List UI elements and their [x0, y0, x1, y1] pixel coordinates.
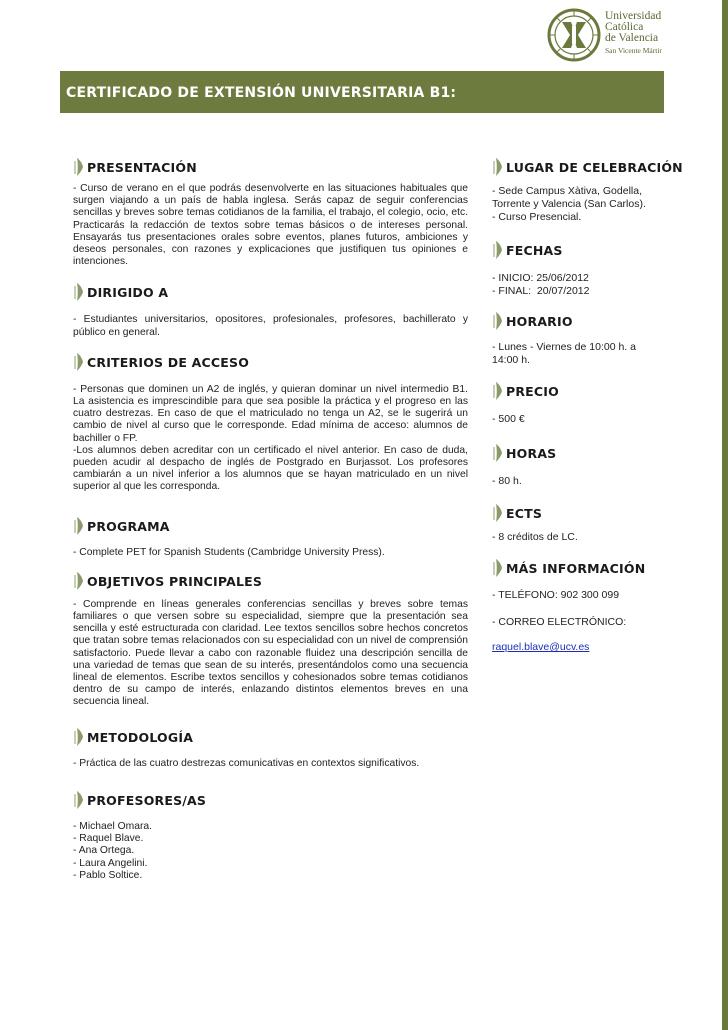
section-heading	[73, 516, 468, 538]
criterios-text-2: -Los alumnos deben acreditar con un certificado el nivel anterior. En caso de duda, pueden acudir al despacho de inglés de Postgrado en Burjassot. Los profesores cambiarán a un nivel inferior a los alumnos que se hayan matriculado en un nivel superior al que les corresponda.	[73, 444, 468, 493]
section-profesores	[73, 790, 468, 882]
list-item: - Laura Angelini.	[73, 857, 148, 869]
arrow-bullet-icon	[492, 380, 504, 402]
section-heading	[73, 571, 468, 593]
arrow-bullet-icon	[492, 442, 504, 464]
email-link[interactable]: raquel.blave@ucv.es	[492, 641, 590, 653]
programa-text: - Complete PET for Spanish Students (Cambridge University Press).	[73, 546, 385, 558]
fechas-inicio: - INICIO: 25/06/2012	[492, 272, 589, 284]
section-presentacion	[73, 157, 468, 268]
arrow-bullet-icon	[73, 726, 85, 748]
horario-line-2: 14:00 h.	[492, 354, 530, 366]
metodologia-text: - Práctica de las cuatro destrezas comunicativas en contextos significativos.	[73, 757, 420, 769]
section-dirigido	[73, 282, 468, 338]
section-heading	[492, 240, 664, 262]
arrow-bullet-icon	[492, 239, 504, 261]
section-metodologia	[73, 727, 468, 770]
arrow-bullet-icon	[73, 281, 85, 303]
horas-value: - 80 h.	[492, 475, 522, 487]
heading-lugar: LUGAR DE CELEBRACIÓN	[506, 160, 683, 175]
section-info	[492, 558, 664, 654]
section-criterios	[73, 352, 468, 494]
section-heading	[73, 157, 468, 179]
section-heading	[492, 311, 664, 333]
logo-line-4: San Vicente Mártir	[605, 46, 662, 55]
horario-line-1: - Lunes - Viernes de 10:00 h. a	[492, 341, 636, 353]
list-item: - Raquel Blave.	[73, 833, 144, 845]
heading-profesores: PROFESORES/AS	[87, 792, 207, 808]
section-precio	[492, 381, 664, 426]
right-column	[492, 157, 683, 654]
section-heading	[492, 443, 664, 465]
lugar-line-1: - Sede Campus Xàtiva, Godella,	[492, 185, 642, 197]
arrow-bullet-icon	[492, 502, 504, 524]
section-heading	[492, 157, 683, 179]
dirigido-text: - Estudiantes universitarios, opositores, profesionales, profesores, bachillerato y público en general.	[73, 314, 468, 338]
heading-ects: ECTS	[506, 506, 543, 521]
section-horario	[492, 311, 664, 367]
section-lugar	[492, 157, 683, 224]
left-column	[73, 157, 468, 882]
objetivos-text: - Comprende en líneas generales conferencias sencillas y breves sobre temas familiares o que versen sobre su especialidad, siempre que la presentación sea sencilla y esté estructurada con claridad. Lee textos sencillos sobre hechos concretos que tratan sobre temas relacionados con su especialidad con un nivel de comprensión satisfactorio. Puede llevar a cabo con razonable fluidez una descripción sencilla de una variedad de temas que sean de su interés, presentándolos como una secuencia lineal de elementos. Escribe textos sencillos y cohesionados sobre temas cotidianos dentro de su campo de interés, enlazando distintos elementos breves en una secuencia lineal.	[73, 598, 468, 708]
lugar-line-2: Torrente y Valencia (San Carlos).	[492, 198, 646, 210]
logo-line-2: Católica	[605, 21, 644, 33]
heading-dirigido: DIRIGIDO A	[87, 285, 169, 301]
list-item: - Ana Ortega.	[73, 845, 135, 857]
arrow-bullet-icon	[73, 515, 85, 537]
university-logo	[547, 8, 697, 62]
criterios-text-1: - Personas que dominen un A2 de inglés, y quieran dominar un nivel intermedio B1. La asistencia es imprescindible para que sea posible la práctica y el progreso en las cuatro destrezas. En caso de que el matriculado no tenga un A2, se le sugerirá un cambio de nivel al curso que le corresponde. Edad mínima de acceso: alumnos de bachiller o FP.	[73, 383, 468, 444]
arrow-bullet-icon	[73, 351, 85, 373]
arrow-bullet-icon	[73, 570, 85, 592]
heading-programa: PROGRAMA	[87, 518, 170, 534]
info-correo-label: - CORREO ELECTRÓNICO:	[492, 616, 627, 628]
heading-precio: PRECIO	[506, 384, 559, 399]
section-heading	[73, 282, 468, 304]
logo-line-3: de Valencia	[605, 32, 659, 44]
ects-value: - 8 créditos de LC.	[492, 531, 578, 543]
heading-presentacion: PRESENTACIÓN	[87, 160, 197, 175]
logo-line-1: Universidad	[605, 10, 662, 22]
fechas-final: - FINAL: 20/07/2012	[492, 285, 590, 297]
section-horas	[492, 443, 664, 488]
arrow-bullet-icon	[492, 156, 504, 178]
section-heading	[492, 381, 664, 403]
list-item: - Pablo Soltice.	[73, 869, 143, 881]
arrow-bullet-icon	[492, 310, 504, 332]
section-programa	[73, 516, 468, 559]
presentacion-text: - Curso de verano en el que podrás desenvolverte en las situaciones habituales que surgen viajando a un país de habla inglesa. Serás capaz de seguir conferencias sencillas y breves sobre temas cotidianos de la familia, el trabajo, el colegio, ocio, etc. Practicarás la redacción de textos sobre temas básicos o de intereses personal. Ensayarás tus presentaciones orales sobre eventos, planes futuros, ambiciones y deseos personales, con razones y explicaciones que justifiquen tus opiniones e intenciones.	[73, 183, 468, 268]
heading-info: MÁS INFORMACIÓN	[506, 561, 646, 576]
heading-criterios: CRITERIOS DE ACCESO	[87, 354, 250, 370]
page-edge-stripe	[722, 0, 728, 1030]
section-objetivos	[73, 571, 468, 709]
section-heading	[73, 727, 468, 749]
arrow-bullet-icon	[73, 156, 85, 178]
section-fechas	[492, 240, 664, 298]
section-ects	[492, 503, 664, 544]
section-heading	[492, 558, 664, 580]
heading-metodologia: METODOLOGÍA	[87, 729, 194, 745]
heading-objetivos: OBJETIVOS PRINCIPALES	[87, 573, 263, 589]
ucv-seal-icon	[547, 8, 601, 62]
lugar-line-3: - Curso Presencial.	[492, 211, 582, 223]
arrow-bullet-icon	[492, 557, 504, 579]
list-item: - Michael Omara.	[73, 820, 152, 832]
heading-fechas: FECHAS	[506, 243, 563, 258]
section-heading	[73, 790, 468, 812]
profesores-list	[73, 821, 468, 882]
title-banner	[60, 71, 664, 113]
section-heading	[492, 503, 664, 525]
arrow-bullet-icon	[73, 789, 85, 811]
info-telefono: - TELÉFONO: 902 300 099	[492, 589, 620, 601]
heading-horas: HORAS	[506, 446, 557, 461]
page-title: CERTIFICADO DE EXTENSIÓN UNIVERSITARIA B1:	[66, 85, 457, 101]
heading-horario: HORARIO	[506, 314, 573, 329]
precio-value: - 500 €	[492, 413, 525, 425]
section-heading	[73, 352, 468, 374]
